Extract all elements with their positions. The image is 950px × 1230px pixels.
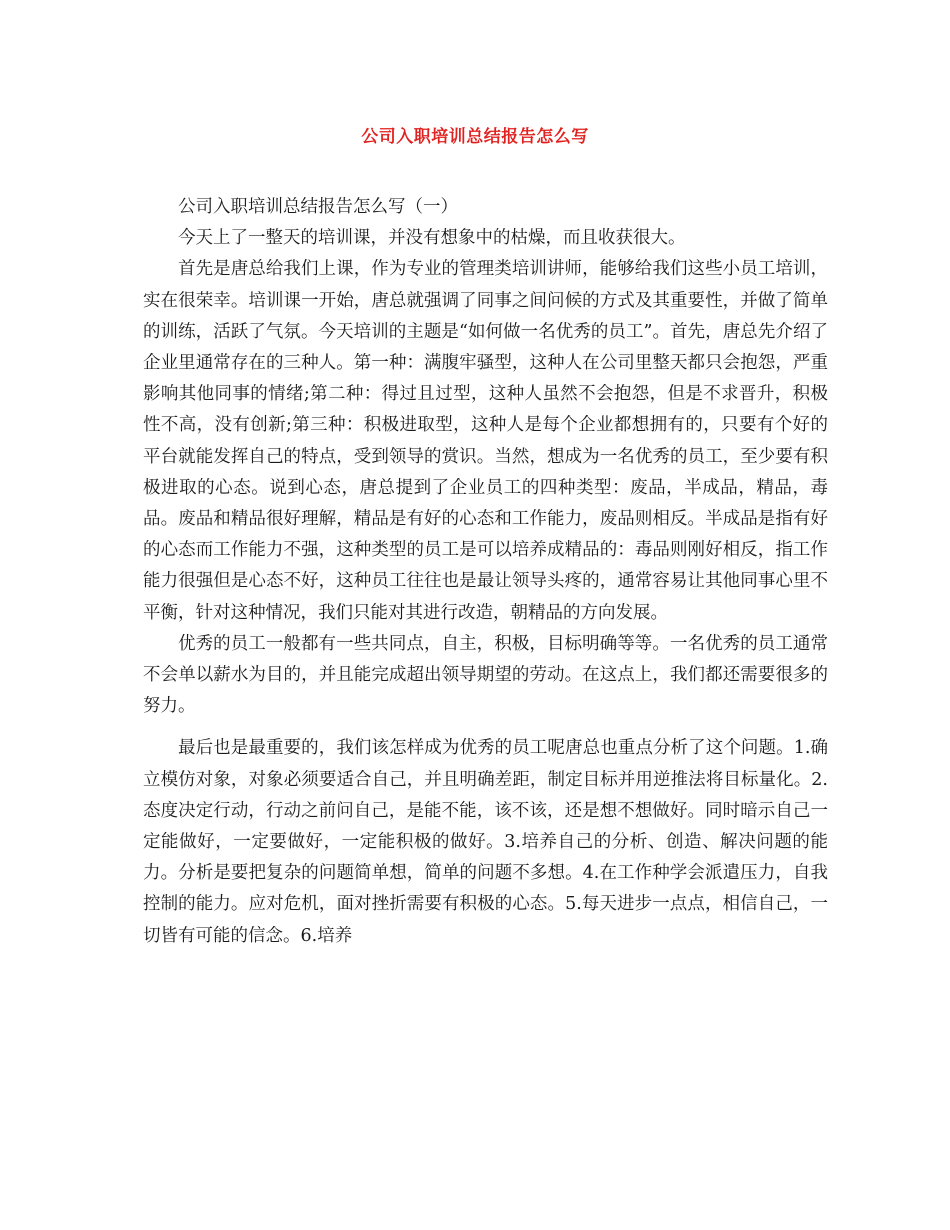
paragraph-training-content: 首先是唐总给我们上课，作为专业的管理类培训讲师，能够给我们这些小员工培训，实在很荣幸。培训课一开始，唐总就强调了同事之间问候的方式及其重要性，并做了简单的训练，活跃了气氛。今天培训的主题是“如何做一名优秀的员工”。首先，唐总先介绍了企业里通常存在的三种人。第一种：满腹牢骚型，这种人在公司里整天都只会抱怨，严重影响其他同事的情绪;第二种：得过且过型，这种人虽然不会抱怨，但是不求晋升，积极性不高，没有创新;第三种：积极进取型，这种人是每个企业都想拥有的，只要有个好的平台就能发挥自己的特点，受到领导的赏识。当然，想成为一名优秀的员工，至少要有积极进取的心态。说到心态，唐总提到了企业员工的四种类型：废品，半成品，精品，毒品。废品和精品很好理解，精品是有好的心态和工作能力，废品则相反。半成品是指有好的心态而工作能力不强，这种类型的员工是可以培养成精品的：毒品则刚好相反，指工作能力很强但是心态不好，这种员工往往也是最让领导头疼的，通常容易让其他同事心里不平衡，针对这种情况，我们只能对其进行改造，朝精品的方向发展。 [143, 259, 828, 623]
paragraph-how-to-become-excellent: 最后也是最重要的，我们该怎样成为优秀的员工呢唐总也重点分析了这个问题。1.确立模仿对象，对象必须要适合自己，并且明确差距，制定目标并用逆推法将目标量化。2.态度决定行动，行动之前问自己，是能不能，该不该，还是想不想做好。同时暗示自己一定能做好，一定要做好，一定能积极的做好。3.培养自己的分析、创造、解决问题的能力。分析是要把复杂的问题简单想，简单的问题不多想。4.在工作种学会派遣压力，自我控制的能力。应对危机，面对挫折需要有积极的心态。5.每天进步一点点，相信自己，一切皆有可能的信念。6.培养 [143, 738, 828, 946]
document-body [143, 192, 828, 952]
paragraph-intro: 今天上了一整天的培训课，并没有想象中的枯燥，而且收获很大。 [178, 228, 686, 249]
document-title: 公司入职培训总结报告怎么写 [361, 127, 589, 147]
paragraph-excellent-employee: 优秀的员工一般都有一些共同点，自主，积极，目标明确等等。一名优秀的员工通常不会单以薪水为目的，并且能完成超出领导期望的劳动。在这点上，我们都还需要很多的努力。 [143, 633, 828, 717]
section-heading: 公司入职培训总结报告怎么写（一） [178, 197, 458, 217]
